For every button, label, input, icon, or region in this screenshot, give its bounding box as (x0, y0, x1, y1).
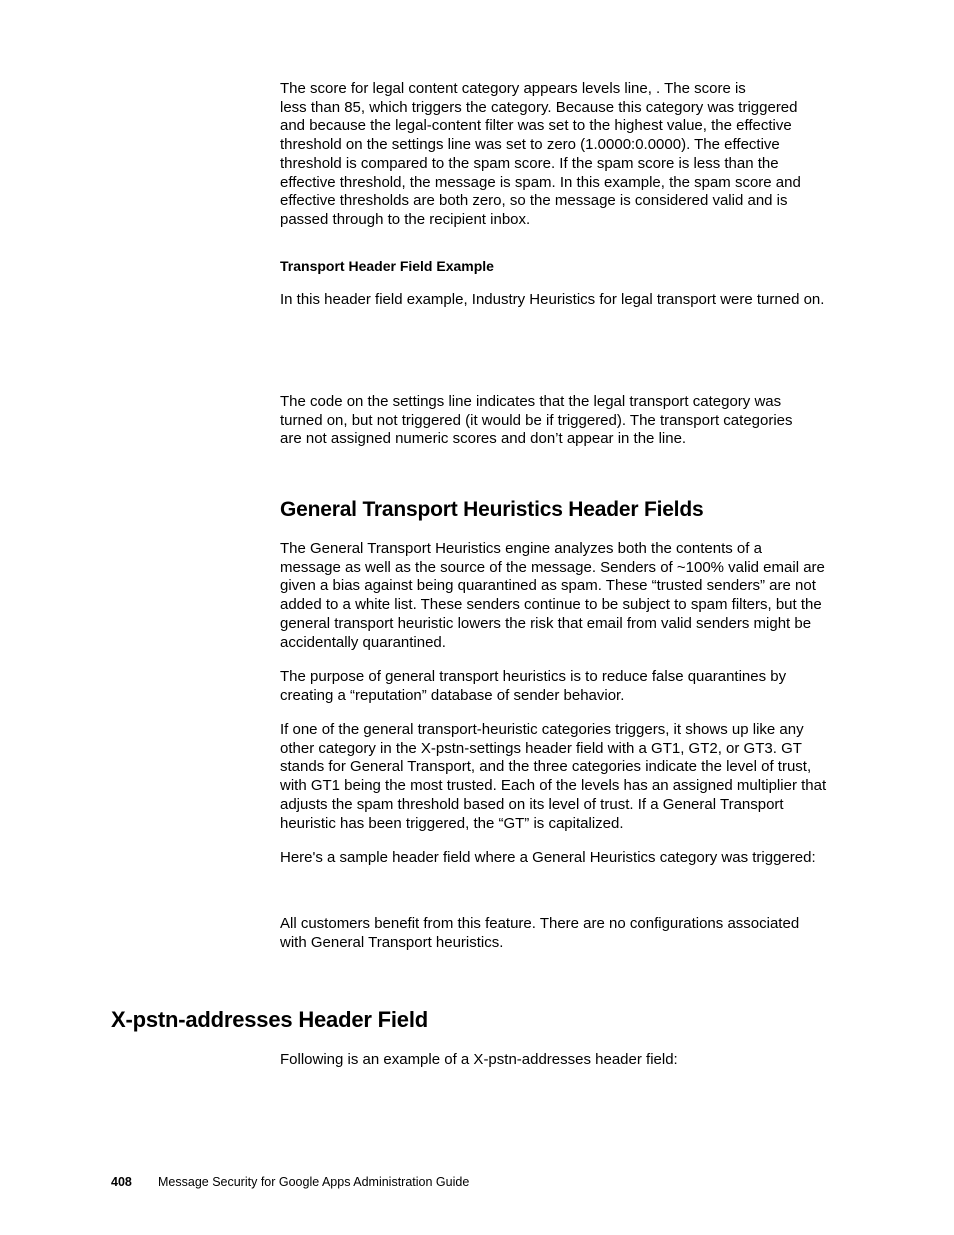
paragraph-text: The score for legal content category appears levels line, . The score is less than 85, which triggers the category. Because this category was triggered and because the legal-content filter was set to the highest value, the effective threshold on the settings line was set to zero (1.0000:0.0000). The effective threshold is compared to the spam score. If the spam score is less than the effective threshold, the message is spam. In this example, the spam score and effective thresholds are both zero, so the message is considered valid and is passed through to the recipient inbox. (280, 80, 801, 228)
paragraph-text: Here's a sample header field where a General Heuristics category was triggered: (280, 849, 816, 866)
paragraph-text: If one of the general transport-heuristic categories triggers, it shows up like any other category in the X-pstn-settings header field with a GT1, GT2, or GT3. GT stands for General Transport, and the three categories indicate the level of trust, with GT1 being the most trusted. Each of the levels has an assigned multiplier that adjusts the spam threshold based on its level of trust. If a General Transport heuristic has been triggered, the “GT” is capitalized. (280, 721, 827, 832)
paragraph-text: The code on the settings line indicates that the legal transport category was turned on, but not triggered (it would be if triggered). The transport categories are not assigned numeric scores and don’t appear in the line. (280, 393, 793, 448)
paragraph-text: The General Transport Heuristics engine analyzes both the contents of a message as well as the source of the message. Senders of ~100% valid email are given a bias against being quarantined as spam. These “trusted senders” are not added to a white list. These senders continue to be subject to spam filters, but the general transport heuristic lowers the risk that email from valid senders might be accidentally quarantined. (280, 540, 825, 651)
general-transport-heading (280, 497, 850, 523)
sample-header-intro (280, 849, 850, 868)
guide-title: Message Security for Google Apps Administration Guide (158, 1175, 470, 1189)
transport-example-intro (280, 291, 880, 310)
paragraph-text: All customers benefit from this feature. There are no configurations associated with General Transport heuristics. (280, 915, 800, 951)
section-heading: General Transport Heuristics Header Fields (280, 498, 704, 521)
transport-example-heading (280, 257, 850, 275)
addresses-example-intro (280, 1051, 850, 1070)
page-number: 408 (111, 1175, 132, 1189)
subheading-text: Transport Header Field Example (280, 258, 494, 274)
customers-benefit-paragraph (280, 915, 850, 952)
paragraph-text: In this header field example, Industry Heuristics for legal transport were turned on. (280, 291, 825, 308)
addresses-section-heading: X-pstn-addresses Header Field (111, 1007, 428, 1032)
paragraph-text: Following is an example of a X-pstn-addresses header field: (280, 1051, 678, 1068)
settings-code-paragraph (280, 393, 850, 449)
legal-content-score-paragraph (280, 80, 850, 230)
paragraph-text: The purpose of general transport heuristics is to reduce false quarantines by creating a “reputation” database of sender behavior. (280, 668, 787, 704)
general-transport-categories (280, 721, 850, 833)
general-transport-purpose (280, 668, 850, 705)
general-transport-description (280, 540, 850, 652)
page-footer (111, 1174, 469, 1190)
